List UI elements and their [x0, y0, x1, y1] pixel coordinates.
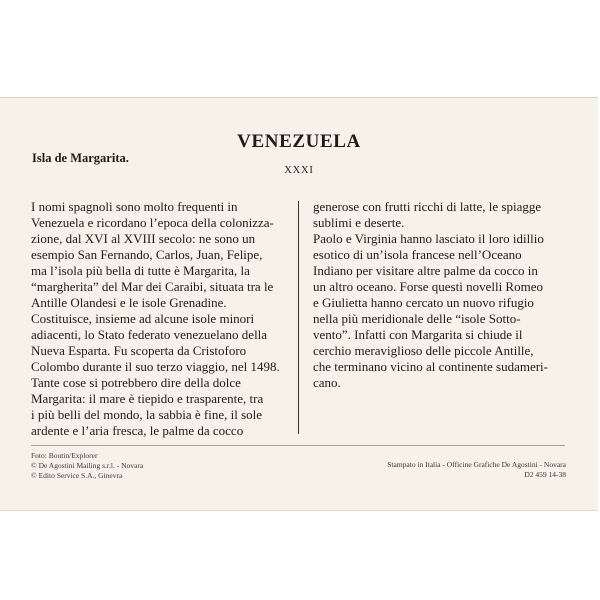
- text-line: I nomi spagnoli sono molto frequenti in: [31, 199, 238, 214]
- text-line: e Giulietta hanno cercato un nuovo rifugio: [313, 295, 534, 310]
- text-line: nella più meridionale delle “isole Sotto-: [313, 311, 521, 326]
- text-line: vento”. Infatti con Margarita si chiude il: [313, 327, 523, 342]
- text-line: Venezuela e ricordano l’epoca della colonizza-: [31, 215, 274, 230]
- card-number: XXXI: [284, 165, 314, 176]
- printer-line: Stampato in Italia - Officine Grafiche De Agostini - Novara: [387, 460, 566, 469]
- column-divider: [298, 201, 299, 434]
- text-line: zione, dal XVI al XVIII secolo: ne sono un: [31, 231, 256, 246]
- text-line: Costituisce, insieme ad alcune isole minori: [31, 311, 255, 326]
- text-line: adiacenti, lo Stato federato venezuelano della: [31, 327, 268, 342]
- text-line: esempio San Fernando, Carlos, Juan, Felipe,: [31, 247, 263, 262]
- text-line: “margherita” del Mar dei Caraibi, situata tra le: [31, 279, 274, 294]
- text-line: Indiano per visitare altre palme da cocco in: [313, 263, 538, 278]
- text-line: che terminano vicino al continente sudameri-: [313, 359, 548, 374]
- credit-line: Foto: Boutin/Explorer: [31, 451, 98, 460]
- credit-line: © Edito Service S.A., Ginevra: [31, 471, 123, 480]
- text-line: Margarita: il mare è tiepido e trasparente, tra: [31, 391, 264, 406]
- text-line: generose con frutti ricchi di latte, le spiagge: [313, 199, 542, 214]
- footer-divider: [31, 445, 565, 446]
- text-line: ma l’isola più bella di tutte è Margarita, la: [31, 263, 250, 278]
- card-subject: Isla de Margarita.: [32, 151, 129, 165]
- card-title: VENEZUELA: [237, 131, 361, 152]
- text-line: cano.: [313, 375, 341, 390]
- text-line: Nueva Esparta. Fu scoperta da Cristoforo: [31, 343, 247, 358]
- printer-info: [387, 460, 566, 480]
- printer-code: D2 459 14-38: [524, 470, 566, 479]
- text-column-left: [31, 199, 280, 439]
- photo-credits: [31, 451, 143, 481]
- text-line: cerchio meraviglioso delle piccole Antille,: [313, 343, 534, 358]
- text-line: Antille Olandesi e le isole Grenadine.: [31, 295, 227, 310]
- text-column-right: [313, 199, 548, 391]
- text-line: Colombo durante il suo terzo viaggio, nel 1498.: [31, 359, 280, 374]
- info-card: [0, 97, 598, 511]
- credit-line: © De Agostini Mailing s.r.l. - Novara: [31, 461, 144, 470]
- text-line: un altro oceano. Forse questi novelli Romeo: [313, 279, 543, 294]
- text-line: ardente e l’aria fresca, le palme da cocco: [31, 423, 244, 438]
- text-line: i più belli del mondo, la sabbia è fine, il sole: [31, 407, 263, 422]
- text-line: sublimi e deserte.: [313, 215, 405, 230]
- text-line: Tante cose si potrebbero dire della dolce: [31, 375, 241, 390]
- text-line: Paolo e Virginia hanno lasciato il loro idillio: [313, 231, 544, 246]
- text-line: esotico di un’isola francese nell’Oceano: [313, 247, 522, 262]
